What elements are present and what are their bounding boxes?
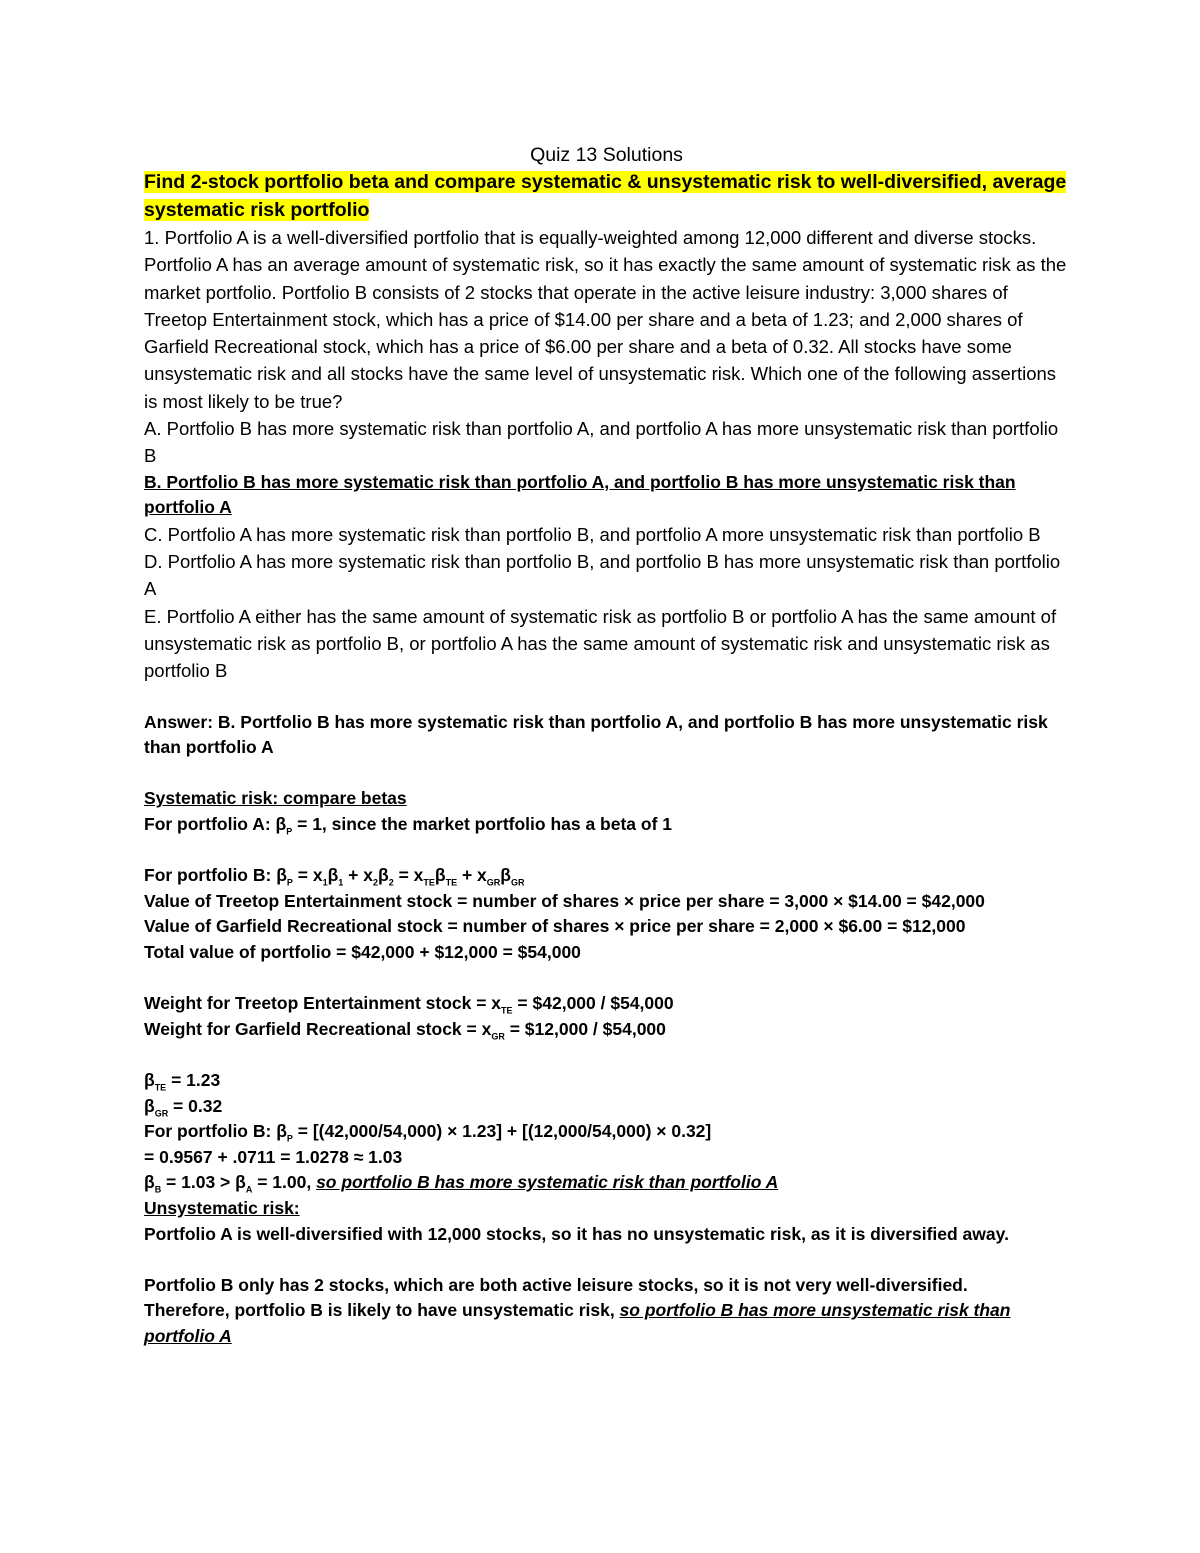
portfolio-b-beta-result: = 0.9567 + .0711 = 1.0278 ≈ 1.03 [144, 1146, 403, 1167]
systematic-conclusion: so portfolio B has more systematic risk than portfolio A [316, 1172, 779, 1193]
systematic-risk-heading: Systematic risk: compare betas [144, 788, 407, 809]
unsystematic-risk-heading: Unsystematic risk: [144, 1197, 300, 1218]
portfolio-b-beta-calc: For portfolio B: $\beta_P = [(42,000/54,000) \times 1.23] + [(12,000/54,000) \times 0.32]$ [144, 1121, 712, 1144]
total-value: Total value of portfolio = $42,000 + $12,000 = $54,000 [144, 941, 581, 962]
portfolio-a-beta: For portfolio A: $\beta_P = 1$, since the market portfolio has a beta of 1 [144, 814, 673, 837]
option-a: A. Portfolio B has more systematic risk than portfolio A, and portfolio A has more unsystematic risk than portfolio B [144, 418, 1059, 467]
spacer [144, 1042, 1069, 1068]
unsystematic-portfolio-a: Portfolio A is well-diversified with 12,000 stocks, so it has no unsystematic risk, as it is diversified away. [144, 1223, 1009, 1244]
option-b-correct: B. Portfolio B has more systematic risk than portfolio A, and portfolio B has more unsystematic risk than portfolio A [144, 471, 1016, 518]
beta-te: $\beta_{TE} = 1.23$ [144, 1069, 221, 1093]
unsystematic-conclusion: so portfolio B has more unsystematic risk than portfolio A [144, 1300, 1011, 1346]
beta-comparison: $\beta_B = 1.03 > \beta_A = 1.00$, so portfolio B has more systematic risk than portfolio A [144, 1172, 779, 1195]
spacer [144, 685, 1069, 710]
question-text: 1. Portfolio A is a well-diversified portfolio that is equally-weighted among 12,000 different and diverse stocks. Portfolio A has an average amount of systematic risk, so it has exactly the same amount of systematic risk as the market portfolio. Portfolio B consists of 2 stocks that operate in the active leisure industry: 3,000 shares of Treetop Entertainment stock, which has a price of $14.00 per share and a beta of 1.23; and 2,000 shares of Garfield Recreational stock, which has a price of $6.00 per share and a beta of 0.32. All stocks have some unsystematic risk and all stocks have the same level of unsystematic risk. Which one of the following assertions is most likely to be true? [144, 227, 1067, 412]
beta-gr: $\beta_{GR} = 0.32$ [144, 1095, 223, 1119]
option-d: D. Portfolio A has more systematic risk than portfolio B, and portfolio B has more unsystematic risk than portfolio A [144, 551, 1061, 600]
value-garfield: Value of Garfield Recreational stock = number of shares × price per share = 2,000 × $6.00 = $12,000 [144, 916, 966, 937]
unsystematic-portfolio-b-2: Therefore, portfolio B is likely to have unsystematic risk, so portfolio B has more unsystematic risk than portfolio A [144, 1300, 1011, 1346]
document-content [144, 141, 1069, 1349]
value-treetop: Value of Treetop Entertainment stock = number of shares × price per share = 3,000 × $14.00 = $42,000 [144, 890, 985, 911]
weight-garfield: Weight for Garfield Recreational stock = $x_{GR}$ = $12,000 / $54,000 [144, 1018, 666, 1042]
answer-text: Answer: B. Portfolio B has more systematic risk than portfolio A, and portfolio B has more unsystematic risk than portfolio A [144, 711, 1048, 758]
spacer [144, 1247, 1069, 1273]
section-heading [144, 169, 1069, 224]
spacer [144, 838, 1069, 864]
option-e: E. Portfolio A either has the same amount of systematic risk as portfolio B or portfolio A has the same amount of unsystematic risk as portfolio B, or portfolio A has the same amount of systematic risk and unsystematic risk as portfolio B [144, 605, 1057, 682]
spacer [144, 966, 1069, 992]
page-title: Quiz 13 Solutions [530, 144, 683, 166]
portfolio-b-beta-formula: For portfolio B: $\beta_P = x_1\beta_1 + x_2\beta_2 = x_{TE}\beta_{TE} + x_{GR}\beta_{GR}$ [144, 865, 525, 888]
unsystematic-portfolio-b-1: Portfolio B only has 2 stocks, which are both active leisure stocks, so it is not very well-diversified. [144, 1274, 968, 1295]
option-c: C. Portfolio A has more systematic risk than portfolio B, and portfolio A more unsystematic risk than portfolio B [144, 523, 1041, 545]
highlighted-heading-text: Find 2-stock portfolio beta and compare systematic & unsystematic risk to well-diversified, average systematic risk portfolio [144, 171, 1067, 221]
spacer [144, 761, 1069, 787]
weight-treetop: Weight for Treetop Entertainment stock = $x_{TE}$ = $42,000 / $54,000 [144, 993, 674, 1016]
